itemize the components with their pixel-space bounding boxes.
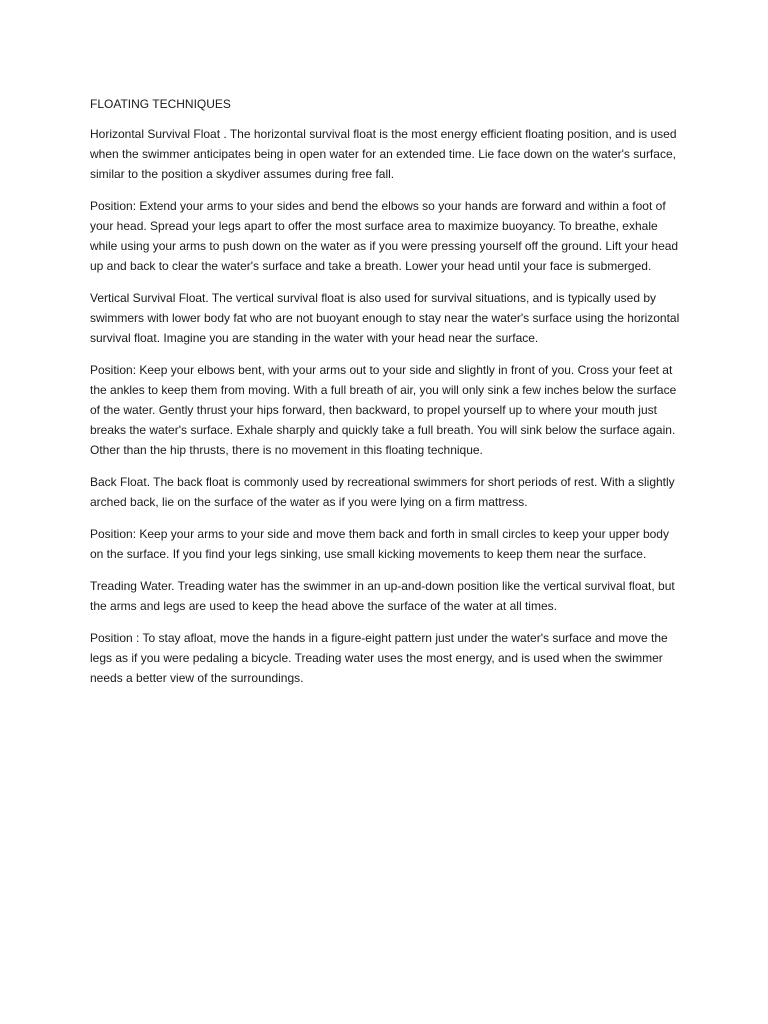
paragraph-treading-water: Treading Water. Treading water has the swimmer in an up-and-down position like the vertical survival float, but the arms and legs are used to keep the head above the surface of the water at all times. [90,579,675,613]
document-page [90,96,680,700]
document-title: FLOATING TECHNIQUES [90,97,231,111]
paragraph-horizontal-float: Horizontal Survival Float . The horizontal survival float is the most energy efficient floating position, and is used when the swimmer anticipates being in open water for an extended time. Lie face down on the water's surface, similar to the position a skydiver assumes during free fall. [90,127,677,181]
paragraph-horizontal-float-position: Position: Extend your arms to your sides and bend the elbows so your hands are forward and within a foot of your head. Spread your legs apart to offer the most surface area to maximize buoyancy. To breathe, exhale while using your arms to push down on the water as if you were pressing yourself off the ground. Lift your head up and back to clear the water's surface and take a breath. Lower your head until your face is submerged. [90,199,679,273]
paragraph-back-float-position: Position: Keep your arms to your side and move them back and forth in small circles to keep your upper body on the surface. If you find your legs sinking, use small kicking movements to keep them near the surface. [90,527,669,561]
paragraph-back-float: Back Float. The back float is commonly used by recreational swimmers for short periods of rest. With a slightly arched back, lie on the surface of the water as if you were lying on a firm mattress. [90,475,675,509]
paragraph-vertical-float: Vertical Survival Float. The vertical survival float is also used for survival situations, and is typically used by swimmers with lower body fat who are not buoyant enough to stay near the water's surface using the horizontal survival float. Imagine you are standing in the water with your head near the surface. [90,291,680,345]
paragraph-treading-water-position: Position : To stay afloat, move the hands in a figure-eight pattern just under the water's surface and move the legs as if you were pedaling a bicycle. Treading water uses the most energy, and is used when the swimmer needs a better view of the surroundings. [90,631,668,685]
paragraph-vertical-float-position: Position: Keep your elbows bent, with your arms out to your side and slightly in front of you. Cross your feet at the ankles to keep them from moving. With a full breath of air, you will only sink a few inches below the surface of the water. Gently thrust your hips forward, then backward, to propel yourself up to where your mouth just breaks the water's surface. Exhale sharply and quickly take a full breath. You will sink below the surface again. Other than the hip thrusts, there is no movement in this floating technique. [90,363,677,457]
